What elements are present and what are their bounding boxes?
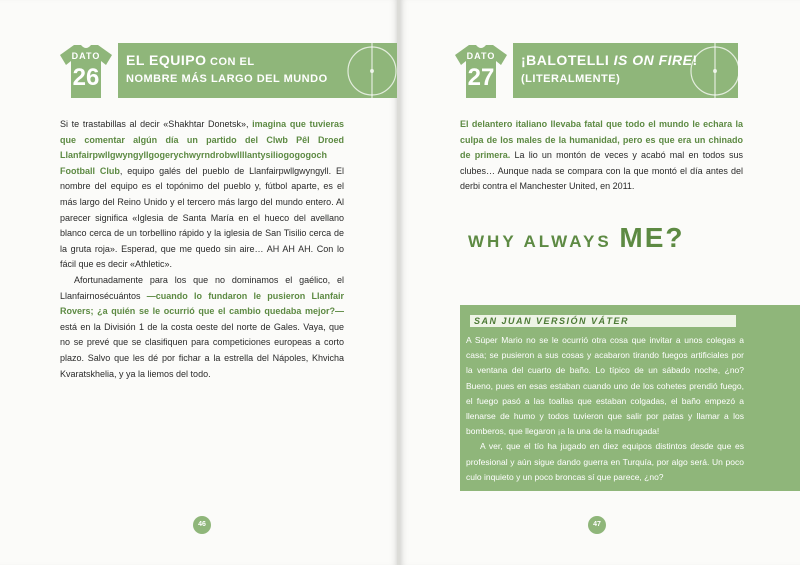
highlighted-text: imagina que tuvieras que comentar algún día un partido del Clwb Pêl Droed Llanfairpwllgwyngyllgogerychwyrndrobwllllantysiliogogogoch Football Club [60, 119, 345, 176]
paragraph [460, 117, 743, 195]
page-title-line-1: EL EQUIPO CON EL [126, 52, 255, 68]
article-text [460, 117, 743, 195]
dato-number: 27 [467, 64, 495, 91]
text-run: está en la División 1 de la costa oeste del norte de Gales. Vaya, que no se prevé que se clasifiquen para competiciones europeas a corto plazo. Salvo que les dé por fichar a la estrella del Nápoles, Khvicha Kvaratskhelia, y ya la liemos del todo. [60, 321, 344, 379]
dato-number: 26 [72, 64, 100, 91]
dato-label: DATO [71, 51, 101, 61]
sidebar-box-text [466, 333, 744, 485]
pull-quote: WHY ALWAYS ME? [468, 222, 685, 253]
text-run: , equipo galés del pueblo de Llanfairpwllgwyngyll. El nombre del equipo es el topónimo del pueblo y, fútbol aparte, es el más largo del Reino Unido y el tercero más largo del mundo entero. Al parecer significa «Iglesia de Santa María en el hueco del avellano blanco cerca de un torbellino rápido y la iglesia de San Tisilio cerca de la gruta roja». Esperad, que me quedo sin aire… AH AH AH. Con lo fácil que es decir «Athletic». [60, 165, 344, 270]
paragraph [60, 117, 344, 273]
fact-header [455, 43, 745, 98]
page-number: 47 [588, 516, 606, 534]
page-title-line-1: ¡BALOTELLI IS ON FIRE! [521, 52, 698, 68]
fact-header [60, 43, 350, 98]
page-title-line-2: NOMBRE MÁS LARGO DEL MUNDO [126, 73, 328, 85]
paragraph [60, 273, 344, 382]
dato-label: DATO [466, 51, 496, 61]
paragraph: A ver, que el tío ha jugado en diez equipos distintos desde que es profesional y aún sigue dando guerra en Turquía, por algo será. Un poco culo inquieto y un poco broncas sí que parece, ¿no? [466, 441, 744, 482]
title-box [118, 43, 400, 98]
paragraph: A Súper Mario no se le ocurrió otra cosa que invitar a unos colegas a casa; se pusieron a sus cosas y acabaron tirando fuegos artificiales por la ventana del cuarto de baño. Lo típico de un sábado noche, ¿no? Bueno, pues en esas estaban cuando uno de los cohetes prendió fuego, el fuego pasó a las toallas que estaban colgadas, el baño empezó a llenarse de humo y todos tuvieron que salir por patas y llamar a los bomberos, que llegaron ¡a la una de la madrugada! [466, 335, 744, 437]
page-title-line-2: (LITERALMENTE) [521, 73, 621, 85]
title-box [513, 43, 738, 98]
sidebar-box [460, 305, 800, 491]
highlighted-text: —cuando lo fundaron le pusieron Llanfair Rovers; ¿a quién se le ocurrió que el cambio quedaba mejor?— [60, 290, 344, 317]
text-run: La lio un montón de veces y acabó mal en todos sus clubes… Aunque nada se compara con la que montó el día antes del derbi contra el Manchester United, en 2011. [460, 150, 743, 192]
left-page [0, 0, 398, 565]
highlighted-text: El delantero italiano llevaba fatal que todo el mundo le echara la culpa de los males de la humanidad, pero es que era un chinado de primera. [460, 119, 743, 161]
text-run: Si te trastabillas al decir «Shakhtar Donetsk», [60, 119, 253, 129]
page-number: 46 [193, 516, 211, 534]
article-text [60, 117, 344, 382]
pitch-lines-decoration [340, 43, 400, 98]
text-run: Afortunadamente para los que no dominamos el gaélico, el Llanfairnosécuántos [60, 274, 344, 301]
right-page [400, 0, 800, 565]
sidebar-box-title: SAN JUAN VERSIÓN VÁTER [470, 315, 736, 327]
